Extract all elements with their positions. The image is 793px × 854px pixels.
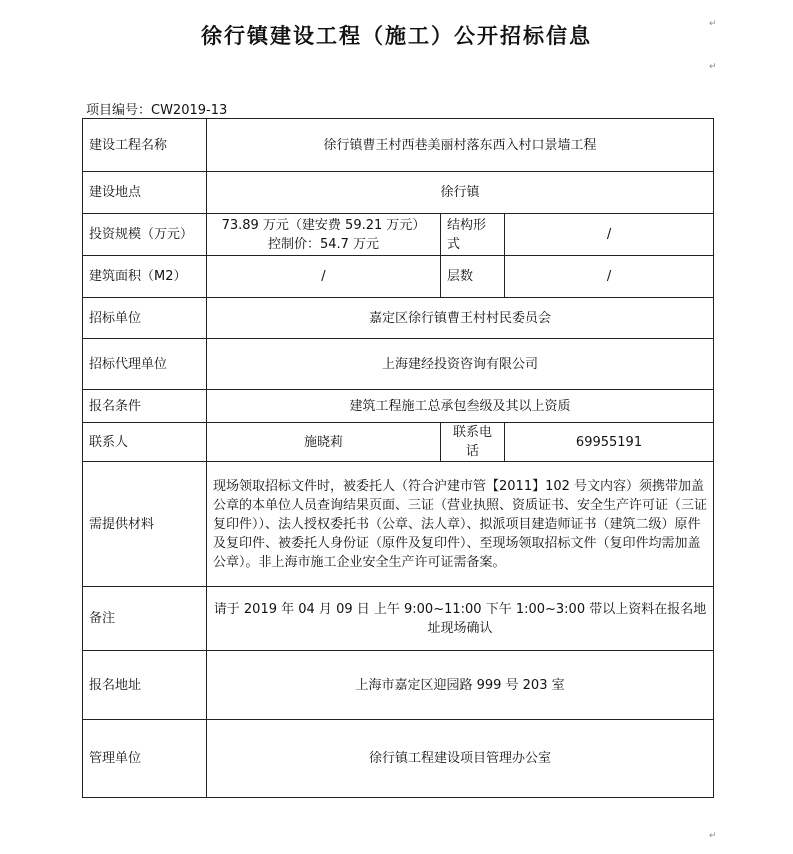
table-row	[83, 119, 714, 172]
materials-label: 需提供材料	[83, 462, 207, 587]
phone-value: 69955191	[505, 423, 714, 462]
area-value: /	[207, 256, 441, 298]
project-name-value: 徐行镇曹王村西巷美丽村落东西入村口景墙工程	[207, 119, 714, 172]
table-row	[83, 651, 714, 720]
project-name-label: 建设工程名称	[83, 119, 207, 172]
table-row	[83, 462, 714, 587]
table-row	[83, 214, 714, 256]
table-row	[83, 172, 714, 214]
investment-total: 73.89 万元（建安费 59.21 万元）	[221, 217, 426, 233]
conditions-label: 报名条件	[83, 390, 207, 423]
materials-value: 现场领取招标文件时，被委托人（符合沪建市管【2011】102 号文内容）须携带加盖公章的本单位人员查询结果页面、三证（营业执照、资质证书、安全生产许可证（三证复印件））、法人授权委托书（公章、法人章）、拟派项目建造师证书（建筑二级）原件及复印件、被委托人身份证（原件及复印件）、至现场领取招标文件（复印件均需加盖公章）。非上海市施工企业安全生产许可证需备案。	[207, 462, 714, 587]
structure-value: /	[505, 214, 714, 256]
location-value: 徐行镇	[207, 172, 714, 214]
remarks-value: 请于 2019 年 04 月 09 日 上午 9:00~11:00 下午 1:00~3:00 带以上资料在报名地址现场确认	[207, 587, 714, 651]
manager-label: 管理单位	[83, 720, 207, 798]
paragraph-mark-icon: ↵	[709, 831, 717, 841]
contact-value: 施晓莉	[207, 423, 441, 462]
page-title: 徐行镇建设工程（施工）公开招标信息	[201, 23, 592, 48]
agent-value: 上海建经投资咨询有限公司	[207, 339, 714, 390]
tenderer-value: 嘉定区徐行镇曹王村村民委员会	[207, 298, 714, 339]
table-row	[83, 720, 714, 798]
manager-value: 徐行镇工程建设项目管理办公室	[207, 720, 714, 798]
contact-label: 联系人	[83, 423, 207, 462]
paragraph-mark-icon: ↵	[709, 62, 717, 72]
location-label: 建设地点	[83, 172, 207, 214]
project-number: 项目编号：CW2019-13	[86, 103, 228, 118]
investment-label: 投资规模（万元）	[83, 214, 207, 256]
floors-value: /	[505, 256, 714, 298]
tender-info-table	[82, 118, 714, 798]
floors-label: 层数	[441, 256, 505, 298]
investment-control-price: 控制价：54.7 万元	[267, 236, 380, 252]
phone-label: 联系电话	[441, 423, 505, 462]
conditions-value: 建筑工程施工总承包叁级及其以上资质	[207, 390, 714, 423]
table-row	[83, 256, 714, 298]
remarks-label: 备注	[83, 587, 207, 651]
address-value: 上海市嘉定区迎园路 999 号 203 室	[207, 651, 714, 720]
paragraph-mark-icon: ↵	[709, 19, 717, 29]
agent-label: 招标代理单位	[83, 339, 207, 390]
area-label: 建筑面积（M2）	[83, 256, 207, 298]
table-row	[83, 423, 714, 462]
table-row	[83, 339, 714, 390]
tenderer-label: 招标单位	[83, 298, 207, 339]
table-row	[83, 298, 714, 339]
table-row	[83, 587, 714, 651]
address-label: 报名地址	[83, 651, 207, 720]
investment-value	[207, 214, 441, 256]
structure-label: 结构形式	[441, 214, 505, 256]
table-row	[83, 390, 714, 423]
